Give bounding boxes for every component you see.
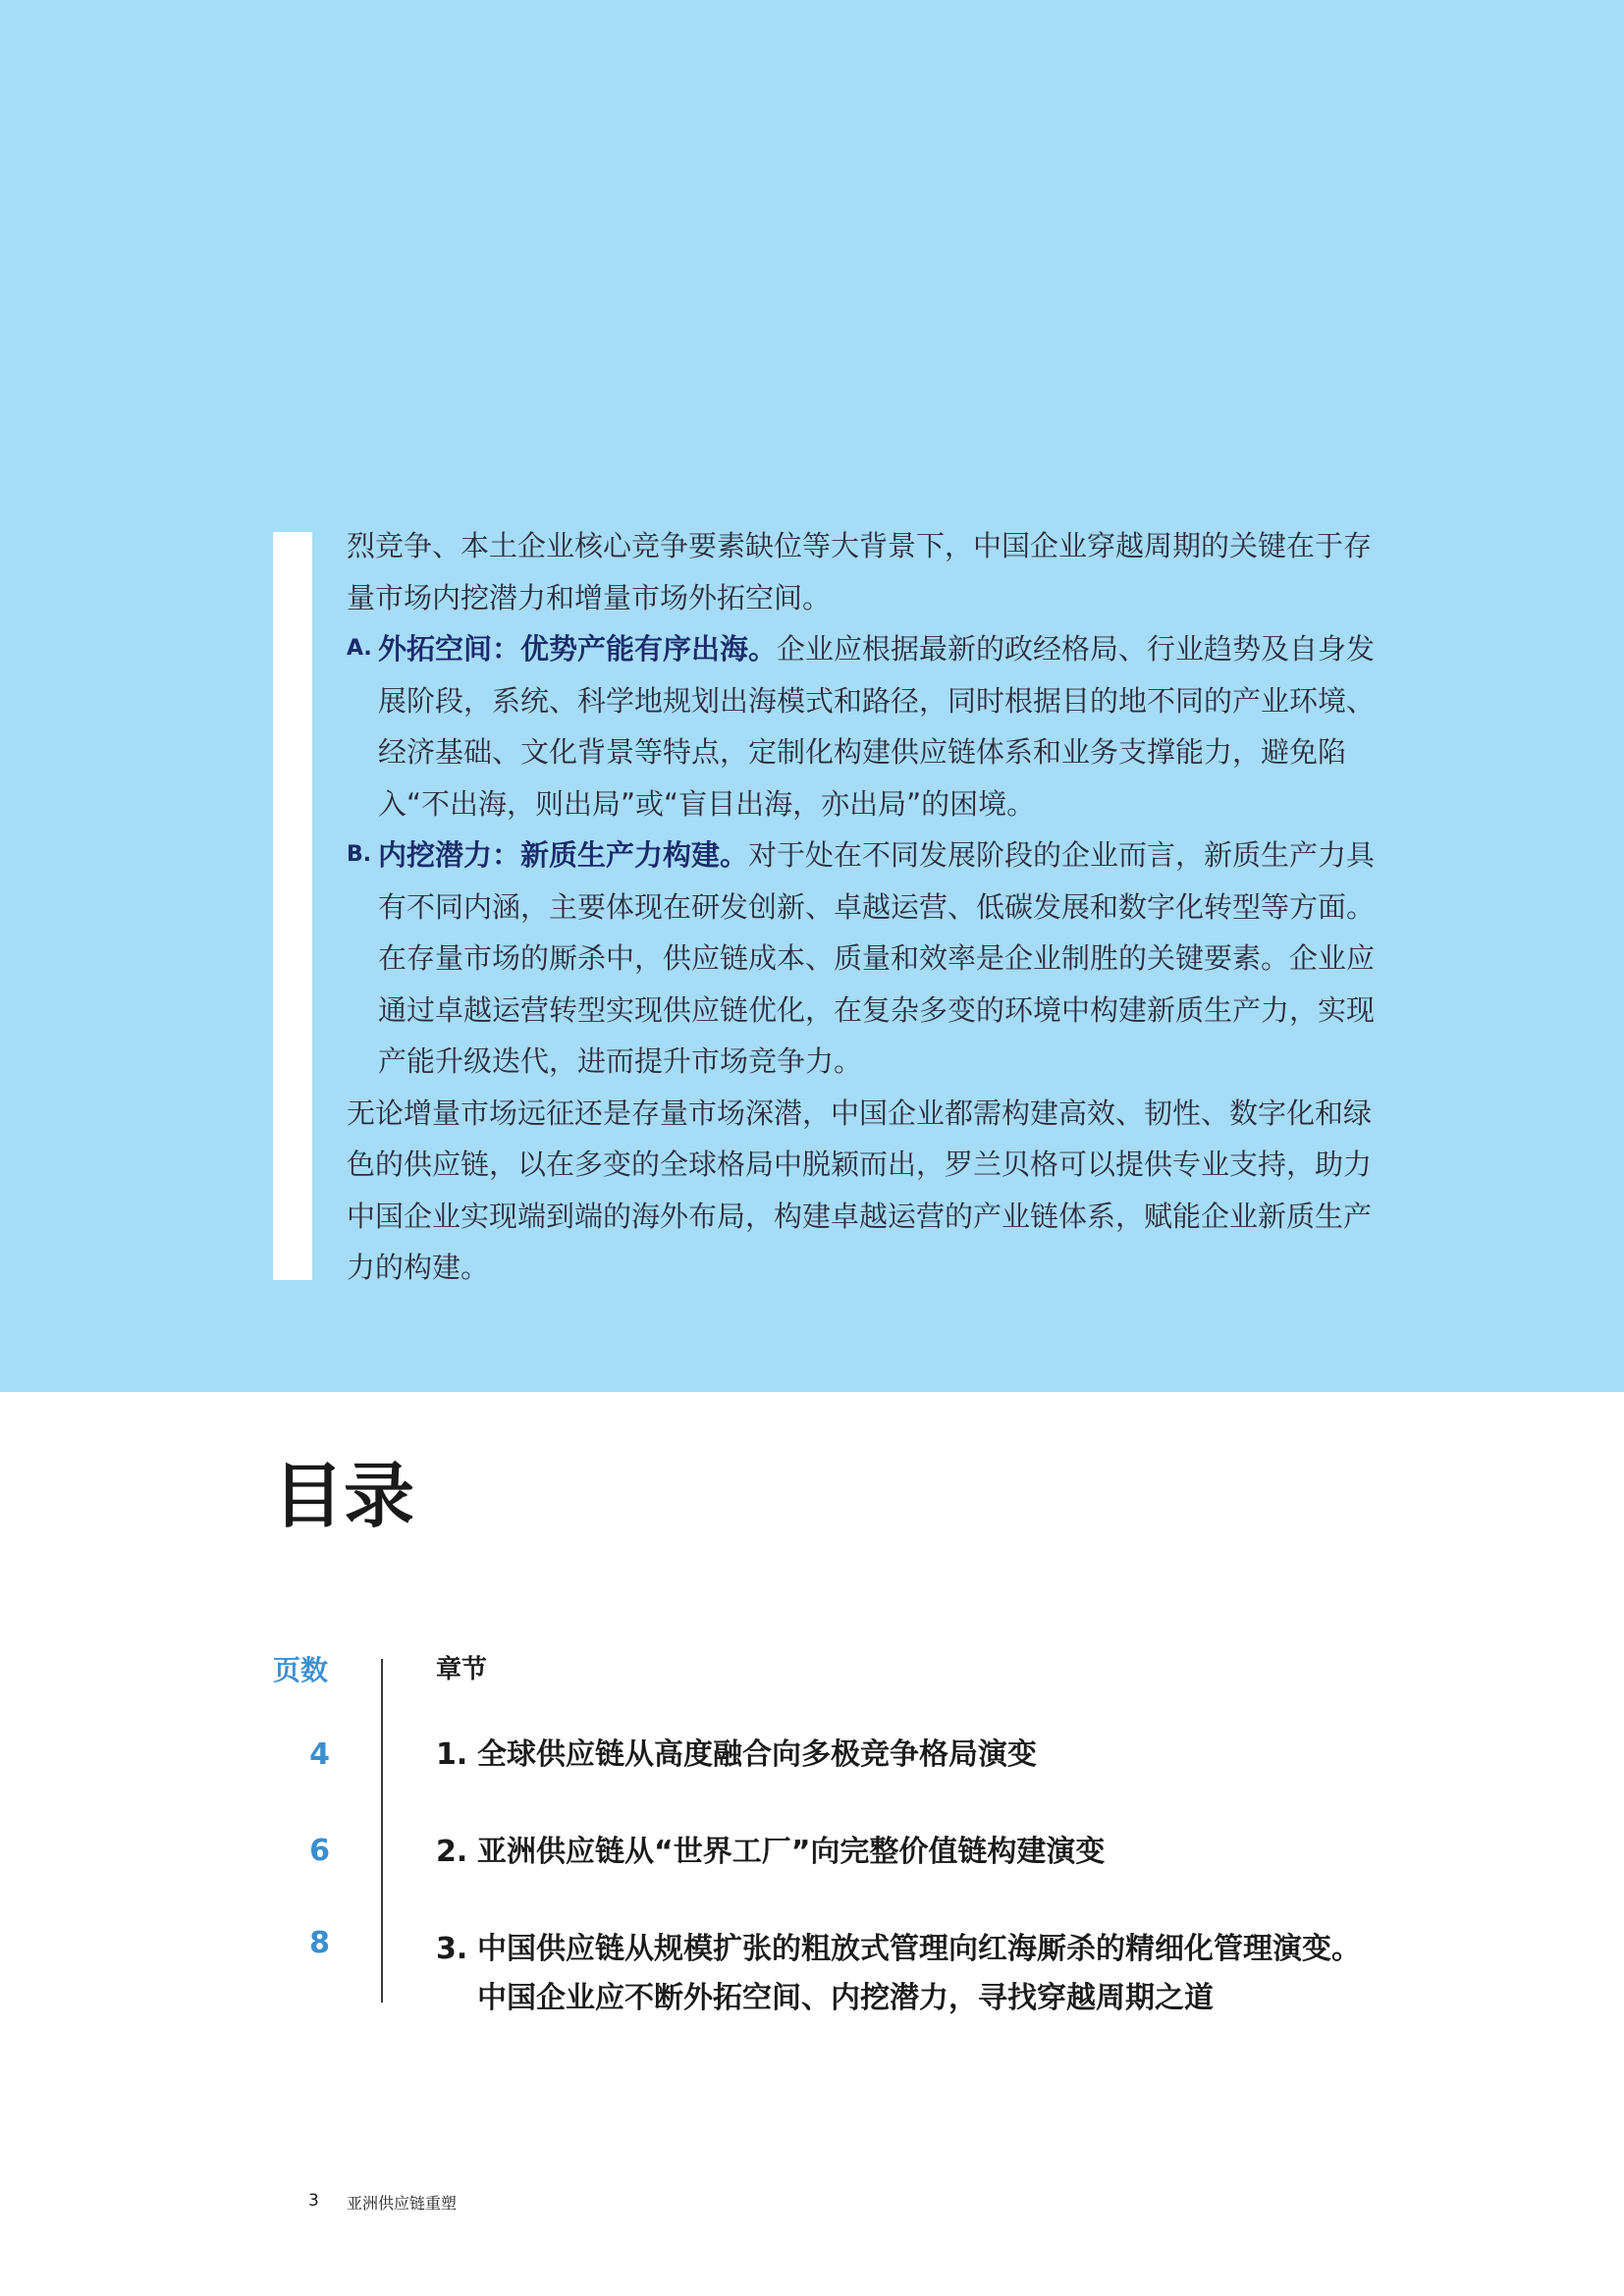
- toc-entry[interactable]: [436, 1925, 1418, 2023]
- toc-title: 目录: [273, 1455, 415, 1537]
- item-heading: 外拓空间：优势产能有序出海。: [378, 632, 778, 666]
- item-marker: B.: [347, 842, 372, 867]
- toc-entry-subtitle: 中国企业应不断外拓空间、内挖潜力，寻找穿越周期之道: [477, 1981, 1214, 2015]
- toc-entry[interactable]: [436, 1731, 1418, 1780]
- intro-closing: 无论增量市场远征还是存量市场深潜，中国企业都需构建高效、韧性、数字化和绿色的供应链，以在多变的全球格局中脱颖而出，罗兰贝格可以提供专业支持，助力中国企业实现端到端的海外布局，构建卓越运营的产业链体系，赋能企业新质生产力的构建。: [347, 1095, 1373, 1284]
- toc-divider: [381, 1659, 383, 2002]
- item-body: 企业应根据最新的政经格局、行业趋势及自身发展阶段，系统、科学地规划出海模式和路径，同时根据目的地不同的产业环境、经济基础、文化背景等特点，定制化构建供应链体系和业务支撑能力，避免陷入“不出海，则出局”或“盲目出海，亦出局”的困境。: [378, 632, 1376, 821]
- toc-entry-number: 2.: [436, 1835, 468, 1869]
- intro-paragraph: 烈竞争、本土企业核心竞争要素缺位等大背景下，中国企业穿越周期的关键在于存量市场内挖潜力和增量市场外拓空间。: [347, 529, 1373, 614]
- toc-entry[interactable]: [436, 1828, 1418, 1877]
- intro-text-block: [347, 520, 1397, 1294]
- intro-item-a: [347, 623, 1397, 829]
- toc-page-number[interactable]: 8: [309, 1926, 330, 1960]
- toc-entry-title: 亚洲供应链从“世界工厂”向完整价值链构建演变: [477, 1835, 1106, 1869]
- toc-header-chapter: 章节: [436, 1655, 488, 1684]
- intro-item-b: [347, 829, 1397, 1088]
- quote-accent-bar: [273, 532, 312, 1280]
- toc-page-number[interactable]: 6: [309, 1834, 330, 1868]
- toc-entry-title: 中国供应链从规模扩张的粗放式管理向红海厮杀的精细化管理演变。: [477, 1932, 1361, 1966]
- toc-page-number[interactable]: 4: [309, 1737, 330, 1772]
- toc-entry-number: 1.: [436, 1737, 468, 1772]
- toc-entry-number: 3.: [436, 1932, 468, 1966]
- item-heading: 内挖潜力：新质生产力构建。: [378, 838, 749, 872]
- toc-header-page: 页数: [273, 1654, 329, 1686]
- toc-entry-title: 全球供应链从高度融合向多极竞争格局演变: [477, 1737, 1037, 1772]
- footer-document-title: 亚洲供应链重塑: [347, 2194, 458, 2213]
- footer-page-number: 3: [308, 2191, 319, 2211]
- item-body: 对于处在不同发展阶段的企业而言，新质生产力具有不同内涵，主要体现在研发创新、卓越运营、低碳发展和数字化转型等方面。在存量市场的厮杀中，供应链成本、质量和效率是企业制胜的关键要素。企业应通过卓越运营转型实现供应链优化，在复杂多变的环境中构建新质生产力，实现产能升级迭代，进而提升市场竞争力。: [378, 838, 1376, 1078]
- item-marker: A.: [347, 636, 372, 661]
